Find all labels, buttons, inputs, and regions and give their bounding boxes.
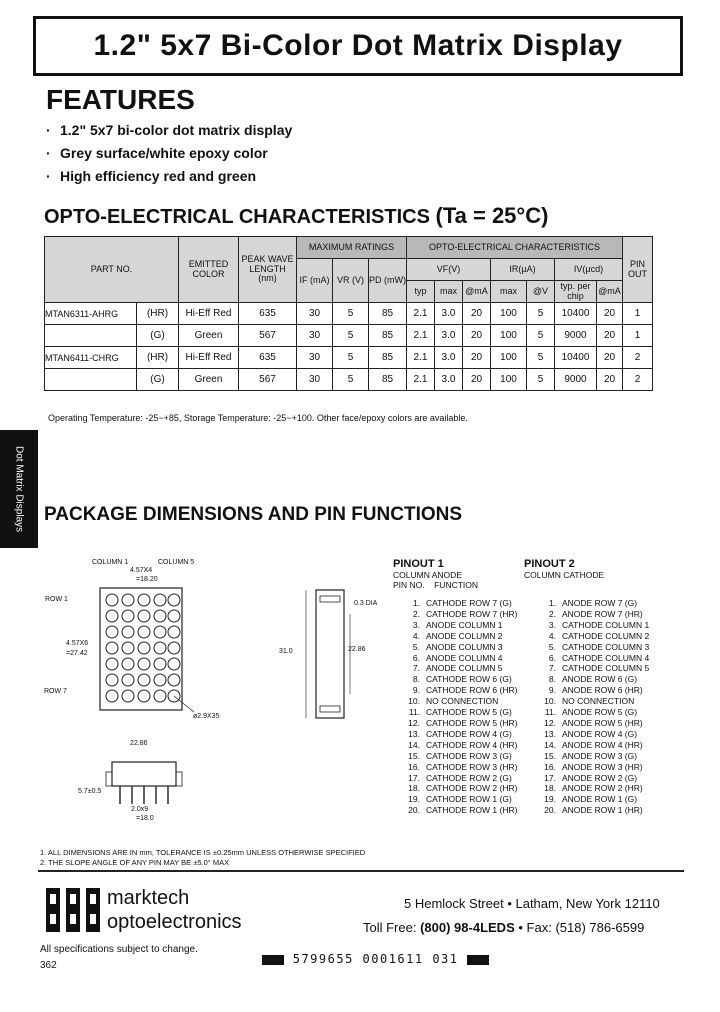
header-emitted-color: EMITTED COLOR [179, 237, 239, 303]
pin-row: 5. CATHODE COLUMN 3 [548, 641, 650, 652]
pin-row: 14. CATHODE ROW 4 (HR) [408, 739, 518, 750]
pin-row: 7. CATHODE COLUMN 5 [548, 663, 650, 674]
pinout-1: PINOUT 1 COLUMN ANODE PIN NO. FUNCTION [393, 558, 479, 590]
pinout-2: PINOUT 2 COLUMN CATHODE [524, 558, 605, 580]
dim-bottom-pitch: 2.0x9 [131, 806, 149, 813]
header-if: IF (mA) [297, 259, 333, 303]
pin-row: 20. ANODE ROW 1 (HR) [544, 805, 643, 816]
header-ir: IR(µA) [491, 259, 555, 281]
pin-row: 3. CATHODE COLUMN 1 [548, 619, 650, 630]
header-vf: VF(V) [407, 259, 491, 281]
brand-subname: optoelectronics [107, 911, 242, 933]
pin-row: 17. CATHODE ROW 2 (G) [408, 772, 512, 783]
pin-row: 1. ANODE ROW 7 (G) [548, 598, 638, 608]
front-view-drawing [90, 584, 200, 719]
footer-divider [38, 870, 684, 872]
pin-row: 8. CATHODE ROW 6 (G) [412, 674, 512, 685]
page-title: 1.2" 5x7 Bi-Color Dot Matrix Display [93, 29, 623, 62]
label-row-7: ROW 7 [44, 688, 67, 695]
pin-row: 11. ANODE ROW 5 (G) [544, 707, 638, 718]
pin-row: 11. CATHODE ROW 5 (G) [408, 707, 512, 718]
pin-row: 10. NO CONNECTION [544, 696, 635, 707]
pin-row: 17. ANODE ROW 2 (G) [544, 772, 638, 783]
company-address: 5 Hemlock Street • Latham, New York 12110 [404, 896, 660, 911]
table-row: MTAN6311-AHRG (HR) Hi-Eff Red 635 30 5 85 2.1 3.0 20 100 5 10400 20 1 [45, 303, 653, 325]
pin-row: 9. ANODE ROW 6 (HR) [548, 685, 643, 696]
pin-row: 15. CATHODE ROW 3 (G) [408, 750, 512, 761]
header-iv-ma: @mA [597, 281, 623, 303]
header-iv: IV(µcd) [555, 259, 623, 281]
spec-note: All specifications subject to change. [40, 944, 198, 955]
pin-row: 16. CATHODE ROW 3 (HR) [408, 761, 518, 772]
header-vf-max: max [435, 281, 463, 303]
pin-row: 19. CATHODE ROW 1 (G) [408, 794, 512, 805]
dim-left-2: =27.42 [66, 650, 88, 657]
header-part-no: PART NO. [45, 237, 179, 303]
header-peak-wave: PEAK WAVE LENGTH (nm) [239, 237, 297, 303]
dim-side-inner: 22.86 [348, 646, 366, 653]
side-tab: Dot Matrix Displays [0, 430, 38, 548]
pin-row: 1. CATHODE ROW 7 (G) [412, 598, 512, 608]
pin-row: 6. ANODE COLUMN 4 [412, 652, 503, 663]
dim-bottom-total: =18.0 [136, 815, 154, 822]
dim-side-height: 31.0 [279, 648, 293, 655]
feature-item: · Grey surface/white epoxy color [46, 145, 268, 161]
marktech-logo-icon [44, 886, 104, 936]
header-ir-max: max [491, 281, 527, 303]
header-max-ratings: MAXIMUM RATINGS [297, 237, 407, 259]
header-vf-typ: typ [407, 281, 435, 303]
pin-row: 10. NO CONNECTION [408, 696, 499, 707]
pin-row: 2. CATHODE ROW 7 (HR) [412, 608, 518, 619]
pin-row: 18. ANODE ROW 2 (HR) [544, 783, 643, 794]
pin-row: 20. CATHODE ROW 1 (HR) [408, 805, 518, 816]
pin-row: 4. CATHODE COLUMN 2 [548, 630, 650, 641]
side-view-drawing [296, 584, 358, 724]
brand-name: marktech [107, 887, 190, 909]
dim-bottom-width: 22.86 [130, 740, 148, 747]
company-phone: Toll Free: (800) 98-4LEDS • Fax: (518) 786-6599 [363, 920, 645, 935]
pinout-2-list [534, 598, 649, 816]
header-iv-typ: typ. per chip [555, 281, 597, 303]
pin-row: 7. ANODE COLUMN 5 [412, 663, 503, 674]
pin-row: 8. ANODE ROW 6 (G) [548, 674, 638, 685]
dim-hole: ø2.9X35 [193, 713, 220, 720]
dimension-notes: 1. ALL DIMENSIONS ARE IN mm, TOLERANCE IS ±0.25mm UNLESS OTHERWISE SPECIFIED 2. THE SLOPE ANGLE OF ANY PIN MAY BE ±5.0° MAX [40, 848, 366, 867]
feature-item: · High efficiency red and green [46, 168, 257, 184]
label-row-1: ROW 1 [45, 596, 68, 603]
pin-row: 3. ANODE COLUMN 1 [412, 619, 503, 630]
title-box [33, 16, 683, 76]
header-opto-electrical: OPTO-ELECTRICAL CHARACTERISTICS [407, 237, 623, 259]
pin-row: 16. ANODE ROW 3 (HR) [544, 761, 643, 772]
pin-row: 12. CATHODE ROW 5 (HR) [408, 717, 518, 728]
pin-row: 4. ANODE COLUMN 2 [412, 630, 503, 641]
table-row: (G) Green 567 30 5 85 2.1 3.0 20 100 5 9000 20 2 [45, 369, 653, 391]
dim-top-2: =18.20 [136, 576, 158, 583]
dim-bottom-offset: 5.7±0.5 [78, 788, 102, 795]
pinout-1-list [398, 598, 517, 816]
dim-left-1: 4.57X6 [66, 640, 89, 647]
pin-row: 9. CATHODE ROW 6 (HR) [412, 685, 518, 696]
label-column-5: COLUMN 5 [158, 559, 195, 566]
pin-row: 13. CATHODE ROW 4 (G) [408, 728, 512, 739]
header-vr: VR (V) [333, 259, 369, 303]
header-pin-out: PIN OUT [623, 237, 653, 303]
opto-table [44, 236, 653, 391]
operating-note: Operating Temperature: -25~+85, Storage Temperature: -25~+100. Other face/epoxy colors are available. [48, 413, 468, 423]
table-row: MTAN6411-CHRG (HR) Hi-Eff Red 635 30 5 85 2.1 3.0 20 100 5 10400 20 2 [45, 347, 653, 369]
package-heading: PACKAGE DIMENSIONS AND PIN FUNCTIONS [44, 504, 463, 525]
header-pd: PD (mW) [369, 259, 407, 303]
pin-row: 6. CATHODE COLUMN 4 [548, 652, 650, 663]
pin-row: 2. ANODE ROW 7 (HR) [548, 608, 643, 619]
pin-row: 19. ANODE ROW 1 (G) [544, 794, 638, 805]
pin-row: 15. ANODE ROW 3 (G) [544, 750, 638, 761]
page-number: 362 [40, 960, 57, 971]
barcode-text: 5799655 0001611 031 [262, 952, 489, 966]
bottom-view-drawing [100, 748, 190, 810]
pin-row: 14. ANODE ROW 4 (HR) [544, 739, 643, 750]
pin-row: 12. ANODE ROW 5 (HR) [544, 717, 643, 728]
dim-top-1: 4.57X4 [130, 567, 153, 574]
header-vf-ma: @mA [463, 281, 491, 303]
features-heading: FEATURES [46, 84, 195, 115]
feature-item: · 1.2" 5x7 bi-color dot matrix display [46, 122, 293, 138]
table-row: (G) Green 567 30 5 85 2.1 3.0 20 100 5 9000 20 1 [45, 325, 653, 347]
opto-heading: OPTO-ELECTRICAL CHARACTERISTICS (Ta = 25°C) [44, 203, 549, 228]
pin-row: 13. ANODE ROW 4 (G) [544, 728, 638, 739]
label-column-1: COLUMN 1 [92, 559, 129, 566]
dim-side-top: 0.3 DIA [354, 600, 378, 607]
header-ir-v: @V [527, 281, 555, 303]
pin-row: 18. CATHODE ROW 2 (HR) [408, 783, 518, 794]
pin-row: 5. ANODE COLUMN 3 [412, 641, 503, 652]
